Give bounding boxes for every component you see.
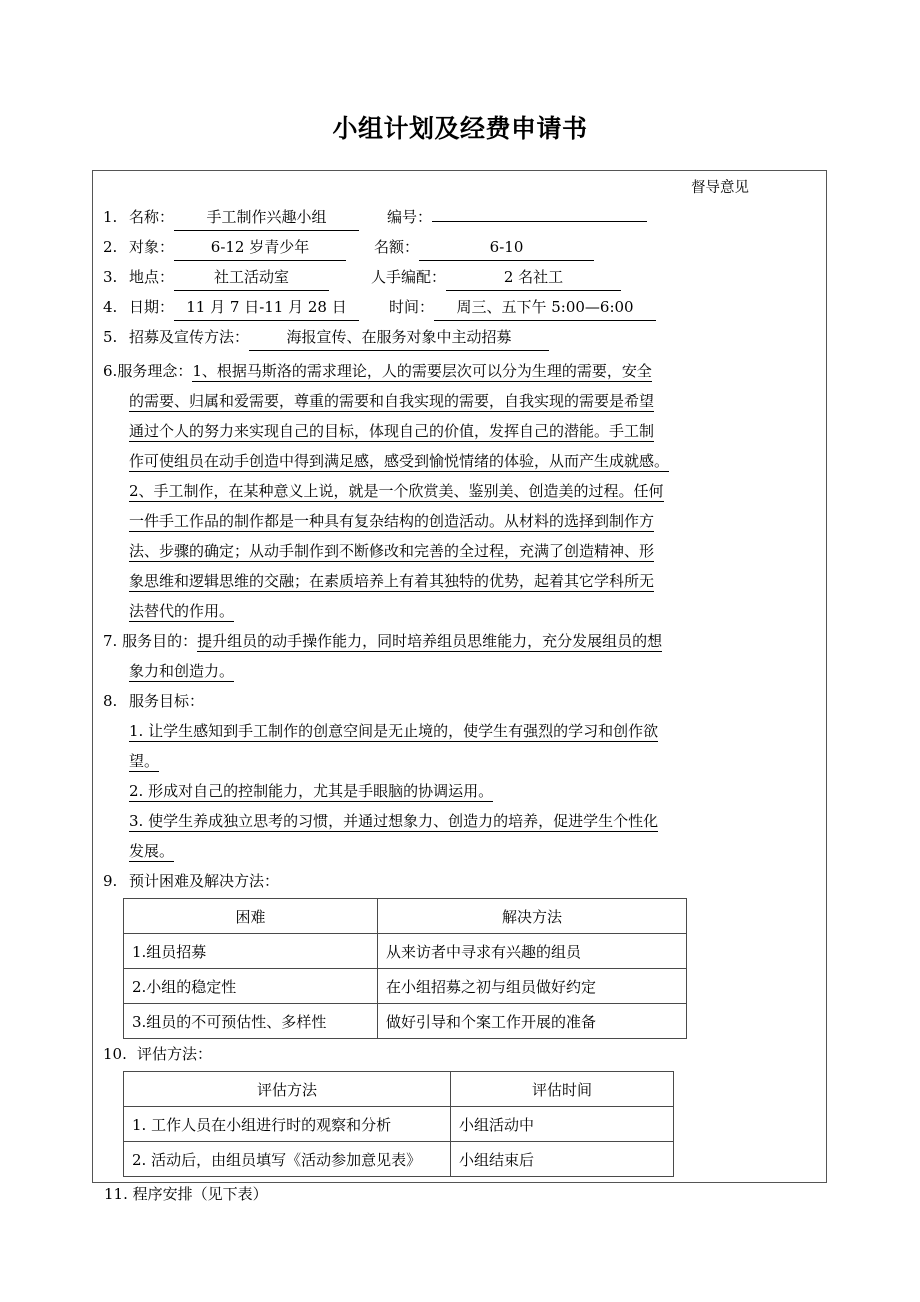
application-form-box [92,170,827,1204]
section-service-philosophy [103,356,818,386]
goal-line: 发展。 [129,842,175,861]
field-label-code: 编号： [387,208,433,227]
field-number: 3. [103,268,118,287]
paragraph-line: 提升组员的动手操作能力，同时培养组员思维能力，充分发展组员的想 [197,632,663,651]
paragraph-line: 通过个人的努力来实现自己的目标，体现自己的价值，发挥自己的潜能。手工制 [129,422,655,441]
cell-evaluation-method: 1. 工作人员在小组进行时的观察和分析 [124,1107,451,1142]
section-label: 评估方法： [137,1045,213,1064]
paragraph-line: 象思维和逻辑思维的交融；在素质培养上有着其独特的优势，起着其它学科所无 [129,572,655,591]
field-value-name[interactable]: 手工制作兴趣小组 [174,204,359,231]
table-header-row [124,899,687,934]
field-label-target: 对象： [129,238,175,257]
section-number: 8. [103,692,118,711]
section-label: 服务目标： [129,692,205,711]
field-number: 5. [103,328,118,347]
goal-line: 3. 使学生养成独立思考的习惯，并通过想象力、创造力的培养，促进学生个性化 [129,812,659,831]
field-value-recruitment[interactable]: 海报宣传、在服务对象中主动招募 [249,324,549,351]
cell-solution: 从来访者中寻求有兴趣的组员 [378,934,687,969]
field-row-target [103,232,818,262]
section-schedule: 11. 程序安排（见下表） [104,1185,268,1204]
field-label-recruitment: 招募及宣传方法： [129,328,250,347]
field-value-staff[interactable]: 2 名社工 [446,264,621,291]
field-row-name [103,202,818,232]
paragraph-line: 1、根据马斯洛的需求理论，人的需要层次可以分为生理的需要，安全 [192,362,652,381]
field-label-name: 名称： [129,208,175,227]
section-body [192,356,818,386]
table-row [124,969,687,1004]
table-header-row [124,1072,674,1107]
section-evaluation-header [103,1039,818,1069]
page-title: 小组计划及经费申请书 [332,114,588,143]
table-row [124,1142,674,1177]
field-number: 1. [103,208,118,227]
cell-solution: 在小组招募之初与组员做好约定 [378,969,687,1004]
evaluation-table-wrapper [103,1071,818,1177]
goal-line: 望。 [129,752,160,771]
paragraph-line: 法、步骤的确定；从动手制作到不断修改和完善的全过程，充满了创造精神、形 [129,542,655,561]
field-value-target[interactable]: 6-12 岁青少年 [174,234,346,261]
cell-evaluation-time: 小组结束后 [451,1142,674,1177]
field-label-quota: 名额： [374,238,420,257]
field-label-date: 日期： [129,298,175,317]
section-service-goals-header [103,686,818,716]
cell-evaluation-time: 小组活动中 [451,1107,674,1142]
field-value-date[interactable]: 11 月 7 日-11 月 28 日 [174,294,359,321]
column-header-difficulty: 困难 [124,899,378,934]
goal-line: 1. 让学生感知到手工制作的创意空间是无止境的，使学生有强烈的学习和创作欲 [129,722,659,741]
field-value-place[interactable]: 社工活动室 [174,264,329,291]
table-row [124,1107,674,1142]
table-row [124,1004,687,1039]
paragraph-line: 一件手工作品的制作都是一种具有复杂结构的创造活动。从材料的选择到制作方 [129,512,655,531]
field-label-place: 地点： [129,268,175,287]
field-row-place [103,262,818,292]
field-row-date [103,292,818,322]
cell-difficulty: 3.组员的不可预估性、多样性 [124,1004,378,1039]
cell-difficulty: 1.组员招募 [124,934,378,969]
field-value-quota[interactable]: 6-10 [419,234,594,261]
field-number: 4. [103,298,118,317]
field-label-time: 时间： [389,298,435,317]
field-number: 2. [103,238,118,257]
field-value-time[interactable]: 周三、五下午 5:00—6:00 [434,294,656,321]
section-number: 7. 服务目的： [103,632,198,651]
paragraph-line: 法替代的作用。 [129,602,235,621]
section-number: 9. [103,872,118,891]
paragraph-line: 象力和创造力。 [129,662,235,681]
supervisor-opinion-label: 督导意见 [691,180,749,196]
paragraph-line: 作可使组员在动手创造中得到满足感，感受到愉悦情绪的体验，从而产生成就感。 [129,452,670,471]
paragraph-line: 2、手工制作，在某种意义上说，就是一个欣赏美、鉴别美、创造美的过程。任何 [129,482,664,501]
cell-solution: 做好引导和个案工作开展的准备 [378,1004,687,1039]
column-header-evaluation-time: 评估时间 [451,1072,674,1107]
section-difficulties-header [103,866,818,896]
form-fields-list [93,198,826,1209]
table-row [124,934,687,969]
column-header-solution: 解决方法 [378,899,687,934]
cell-difficulty: 2.小组的稳定性 [124,969,378,1004]
paragraph-line: 的需要、归属和爱需要，尊重的需要和自我实现的需要，自我实现的需要是希望 [129,392,655,411]
section-body [197,626,818,656]
evaluation-table [123,1071,674,1177]
difficulties-table-wrapper [103,898,818,1039]
field-value-code[interactable] [432,221,647,222]
section-number: 10. [103,1045,127,1064]
section-service-purpose [103,626,818,656]
field-row-recruitment [103,322,818,352]
field-label-staff: 人手编配： [371,268,447,287]
difficulties-table [123,898,687,1039]
cell-evaluation-method: 2. 活动后，由组员填写《活动参加意见表》 [124,1142,451,1177]
section-number: 6.服务理念： [103,362,193,381]
goal-line: 2. 形成对自己的控制能力，尤其是手眼脑的协调运用。 [129,782,494,801]
section-label: 预计困难及解决方法： [129,872,280,891]
column-header-evaluation-method: 评估方法 [124,1072,451,1107]
